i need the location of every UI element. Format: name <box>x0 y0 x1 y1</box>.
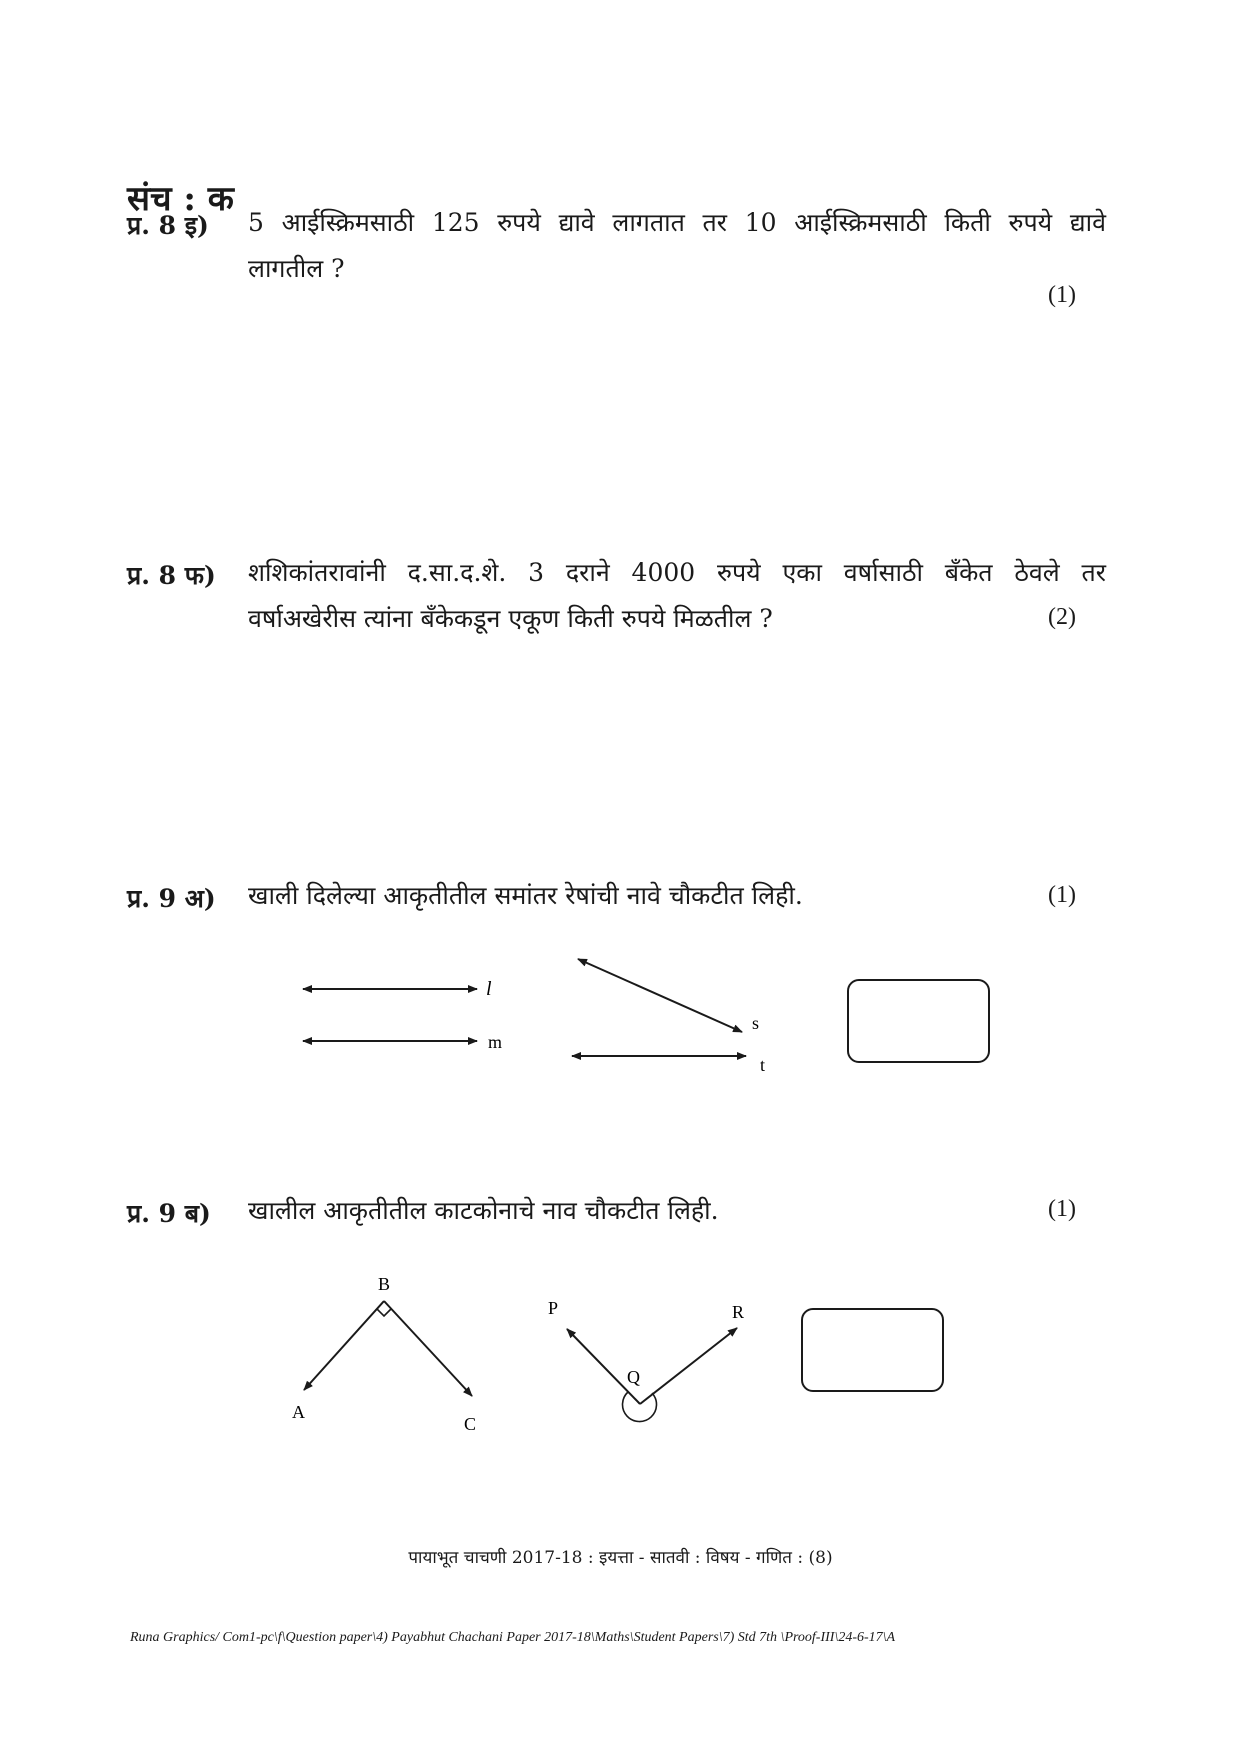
reflex-angle-arc <box>622 1392 656 1422</box>
point-r-label: R <box>732 1302 745 1322</box>
set-title: संच : क <box>127 179 234 219</box>
question-number-9a: प्र. 9 अ) <box>127 884 216 913</box>
question-9b-text: खालील आकृतीतील काटकोनाचे नाव चौकटीत लिही. <box>248 1196 719 1225</box>
question-8f-marks: (2) <box>1048 604 1076 630</box>
point-a-label: A <box>292 1402 305 1422</box>
question-9b-marks: (1) <box>1048 1196 1076 1222</box>
question-8e-line1: 5 आईस्क्रिमसाठी 125 रुपये द्यावे लागतात तर 10 आईस्क्रिमसाठी किती रुपये द्यावे <box>248 208 1106 237</box>
page-footer: पायाभूत चाचणी 2017-18 : इयत्ता - सातवी : विषय - गणित : (8) <box>408 1548 833 1568</box>
question-number-8f: प्र. 8 फ) <box>127 561 216 590</box>
ray-qr <box>640 1328 737 1404</box>
point-c-label: C <box>464 1414 477 1434</box>
parallel-lines-figure <box>0 940 1241 1090</box>
question-8f-line2: वर्षाअखेरीस त्यांना बँकेकडून एकूण किती रुपये मिळतील ? <box>248 604 773 633</box>
question-9a-text: खाली दिलेल्या आकृतीतील समांतर रेषांची नावे चौकटीत लिही. <box>248 881 803 910</box>
answer-box-9b[interactable] <box>802 1309 943 1391</box>
question-9a-marks: (1) <box>1048 882 1076 908</box>
line-l-label: l <box>486 978 492 1000</box>
right-angle-mark <box>377 1309 391 1316</box>
line-s <box>578 959 742 1032</box>
file-path-note: Runa Graphics/ Com1-pc\f\Question paper\4) Payabhut Chachani Paper 2017-18\Maths\Student Papers\7) Std 7th \Proof-III\24-6-17\A <box>130 1630 896 1645</box>
point-b-label: B <box>378 1274 391 1294</box>
question-number-9b: प्र. 9 ब) <box>127 1199 211 1228</box>
line-m-label: m <box>488 1032 503 1052</box>
question-8e-marks: (1) <box>1048 282 1076 308</box>
question-8f-line1: शशिकांतरावांनी द.सा.द.शे. 3 दराने 4000 रुपये एका वर्षासाठी बँकेत ठेवले तर <box>248 558 1106 587</box>
ray-bc <box>384 1301 472 1396</box>
question-number-8e: प्र. 8 इ) <box>127 211 209 240</box>
angles-figure <box>0 1260 1241 1440</box>
line-t-label: t <box>760 1055 766 1075</box>
point-p-label: P <box>548 1298 559 1318</box>
answer-box-9a[interactable] <box>848 980 989 1062</box>
ray-ba <box>304 1301 384 1390</box>
line-s-label: s <box>752 1013 760 1033</box>
question-8e-line2: लागतील ? <box>248 254 345 283</box>
point-q-label: Q <box>627 1367 640 1387</box>
